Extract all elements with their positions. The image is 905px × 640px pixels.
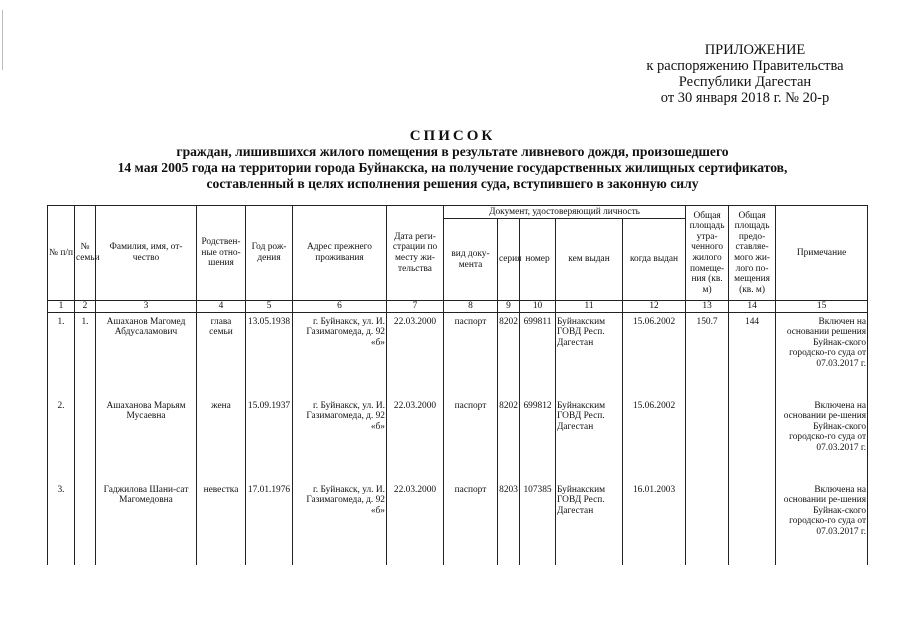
cell-address: г. Буйнакск, ул. И. Газимагомеда, д. 92 «б»	[293, 397, 387, 481]
cell-doc-type: паспорт	[444, 312, 498, 397]
citizens-table	[47, 205, 868, 565]
cell-total-area: 150.7	[686, 312, 729, 397]
header-address: Адрес прежнего проживания	[293, 206, 387, 301]
cell-reg-date: 22.03.2000	[387, 481, 444, 565]
scan-artifact	[2, 10, 3, 70]
cell-total-area	[686, 397, 729, 481]
header-number: номер	[520, 219, 556, 301]
cell-name: Ашаханова Марьям Мусаевна	[96, 397, 197, 481]
cell-number: 699812	[520, 397, 556, 481]
appendix-line: Республики Дагестан	[678, 74, 812, 90]
header-total-area: Общая площадь утра-ченного жилого помеще-ния (кв. м)	[686, 206, 729, 301]
cell-family-no	[75, 481, 96, 565]
cell-reg-date: 22.03.2000	[387, 397, 444, 481]
column-number: 6	[293, 301, 387, 313]
document-title: СПИСОК	[409, 128, 496, 144]
table-row	[48, 481, 868, 565]
column-number: 15	[776, 301, 868, 313]
cell-issued-when: 15.06.2002	[623, 397, 686, 481]
column-number: 7	[387, 301, 444, 313]
column-number: 12	[623, 301, 686, 313]
header-reg-date: Дата реги-страции по месту жи-тельства	[387, 206, 444, 301]
header-name: Фамилия, имя, от-чество	[96, 206, 197, 301]
column-number: 14	[729, 301, 776, 313]
header-family-no: № семьи	[75, 206, 96, 301]
cell-series: 8203	[498, 481, 520, 565]
column-number: 5	[246, 301, 293, 313]
cell-family-no	[75, 397, 96, 481]
column-number: 9	[498, 301, 520, 313]
cell-issued-when: 16.01.2003	[623, 481, 686, 565]
cell-provided-area	[729, 397, 776, 481]
cell-relation: невестка	[197, 481, 246, 565]
cell-name: Гаджилова Шани-сат Магомедовна	[96, 481, 197, 565]
cell-number: 107385	[520, 481, 556, 565]
header-issued-when: когда выдан	[623, 219, 686, 301]
cell-name: Ашаханов Магомед Абдусаламович	[96, 312, 197, 397]
cell-doc-type: паспорт	[444, 397, 498, 481]
table-row	[48, 312, 868, 397]
header-provided-area: Общая площадь предо-ставляе-мого жи-лого по-мещения (кв. м)	[729, 206, 776, 301]
cell-series: 8202	[498, 312, 520, 397]
document-subtitle-line: граждан, лишившихся жилого помещения в результате ливневого дождя, произошедшего	[176, 144, 729, 159]
cell-no: 1.	[48, 312, 75, 397]
column-number: 2	[75, 301, 96, 313]
document-subtitle-line: составленный в целях исполнения решения суда, вступившего в законную силу	[206, 176, 699, 191]
cell-birth: 13.05.1938	[246, 312, 293, 397]
column-number: 4	[197, 301, 246, 313]
cell-birth: 15.09.1937	[246, 397, 293, 481]
column-number: 11	[556, 301, 623, 313]
header-document-group: Документ, удостоверяющий личность	[444, 206, 686, 219]
header-relation: Родствен-ные отно-шения	[197, 206, 246, 301]
appendix-line: к распоряжению Правительства	[646, 58, 844, 74]
table-row	[48, 397, 868, 481]
cell-no: 3.	[48, 481, 75, 565]
appendix-date: от 30 января 2018 г. № 20-р	[660, 90, 830, 106]
header-no: № п/п	[48, 206, 75, 301]
header-note: Примечание	[776, 206, 868, 301]
appendix-title: ПРИЛОЖЕНИЕ	[704, 42, 806, 58]
cell-series: 8202	[498, 397, 520, 481]
cell-issued-when: 15.06.2002	[623, 312, 686, 397]
cell-issued-by: Буйнакским ГОВД Респ. Дагестан	[556, 481, 623, 565]
cell-family-no: 1.	[75, 312, 96, 397]
cell-address: г. Буйнакск, ул. И. Газимагомеда, д. 92 «б»	[293, 312, 387, 397]
header-series: серия	[498, 219, 520, 301]
column-number: 1	[48, 301, 75, 313]
cell-provided-area: 144	[729, 312, 776, 397]
cell-address: г. Буйнакск, ул. И. Газимагомеда, д. 92 «б»	[293, 481, 387, 565]
document-subtitle-line: 14 мая 2005 года на территории города Буйнакска, на получение государственных жилищных сертификатов,	[117, 160, 788, 175]
column-number: 10	[520, 301, 556, 313]
header-issued-by: кем выдан	[556, 219, 623, 301]
column-number: 8	[444, 301, 498, 313]
cell-note: Включена на основании ре-шения Буйнак-ского городско-го суда от 07.03.2017 г.	[776, 481, 868, 565]
cell-birth: 17.01.1976	[246, 481, 293, 565]
cell-relation: глава семьи	[197, 312, 246, 397]
cell-doc-type: паспорт	[444, 481, 498, 565]
appendix-header	[595, 42, 895, 106]
cell-reg-date: 22.03.2000	[387, 312, 444, 397]
cell-no: 2.	[48, 397, 75, 481]
cell-number: 699811	[520, 312, 556, 397]
header-birth: Год рож-дения	[246, 206, 293, 301]
cell-relation: жена	[197, 397, 246, 481]
cell-note: Включена на основании ре-шения Буйнак-ского городско-го суда от 07.03.2017 г.	[776, 397, 868, 481]
cell-note: Включен на основании решения Буйнак-ского городско-го суда от 07.03.2017 г.	[776, 312, 868, 397]
cell-issued-by: Буйнакским ГОВД Респ. Дагестан	[556, 397, 623, 481]
cell-total-area	[686, 481, 729, 565]
header-doc-type: вид доку-мента	[444, 219, 498, 301]
cell-issued-by: Буйнакским ГОВД Респ. Дагестан	[556, 312, 623, 397]
column-number: 3	[96, 301, 197, 313]
document-heading	[0, 128, 905, 192]
cell-provided-area	[729, 481, 776, 565]
column-number: 13	[686, 301, 729, 313]
column-number-row	[48, 301, 868, 313]
